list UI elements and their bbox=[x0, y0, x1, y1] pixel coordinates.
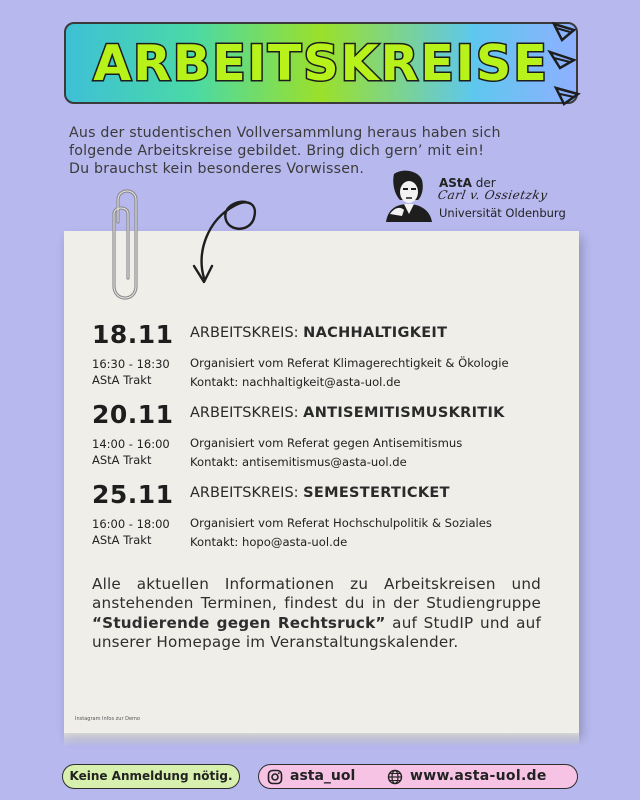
event-title: ARBEITSKREIS: NACHHALTIGKEIT bbox=[190, 325, 448, 341]
event-details: Organisiert vom Referat gegen Antisemitismus Kontakt: antisemitismus@asta-uol.de bbox=[190, 436, 463, 469]
globe-icon bbox=[387, 769, 403, 785]
intro-line-3: Du brauchst kein besonderes Vorwissen. bbox=[69, 161, 365, 177]
instagram-handle[interactable]: asta_uol bbox=[290, 768, 356, 784]
curly-arrow-icon bbox=[186, 192, 266, 290]
asta-logo bbox=[380, 168, 570, 228]
event-title: ARBEITSKREIS: ANTISEMITISMUSKRITIK bbox=[190, 405, 505, 421]
contact-pill bbox=[258, 764, 578, 789]
event-date: 20.11 bbox=[92, 400, 174, 429]
event-details: Organisiert vom Referat Hochschulpolitik & Soziales Kontakt: hopo@asta-uol.de bbox=[190, 516, 492, 549]
event-time-place: 14:00 - 16:00 AStA Trakt bbox=[92, 437, 170, 467]
signature: Carl v. Ossietzky bbox=[436, 188, 549, 202]
portrait-icon bbox=[380, 168, 436, 224]
instagram-icon bbox=[267, 769, 283, 785]
university-label: Universität Oldenburg bbox=[439, 206, 566, 220]
asta-label: AStA der bbox=[439, 176, 496, 190]
event-date: 25.11 bbox=[92, 480, 174, 509]
info-text-2: auf StudIP und auf unserer Homepage im Veranstaltungskalender. bbox=[92, 613, 541, 651]
event-time-place: 16:30 - 18:30 AStA Trakt bbox=[92, 357, 170, 387]
study-group-name: “Studierende gegen Rechtsruck” bbox=[92, 613, 386, 632]
event-date: 18.11 bbox=[92, 320, 174, 349]
no-registration-badge: Keine Anmeldung nötig. bbox=[62, 764, 240, 789]
info-text-1: Alle aktuellen Informationen zu Arbeitskreisen und anstehenden Terminen, findest du in der Studiengruppe bbox=[92, 575, 541, 613]
event-title: ARBEITSKREIS: SEMESTERTICKET bbox=[190, 485, 450, 501]
page-title: ARBEITSKREISE bbox=[93, 35, 549, 92]
website-link[interactable]: www.asta-uol.de bbox=[410, 768, 547, 784]
title-banner bbox=[64, 22, 578, 104]
sparkle-icon bbox=[540, 18, 582, 108]
tiny-note: Instagram Infos zur Demo bbox=[75, 716, 140, 722]
intro-line-1: Aus der studentischen Vollversammlung heraus haben sich bbox=[69, 125, 501, 141]
info-paragraph bbox=[92, 575, 541, 652]
paperclip-icon bbox=[108, 182, 144, 308]
event-details: Organisiert vom Referat Klimagerechtigkeit & Ökologie Kontakt: nachhaltigkeit@asta-uol.de bbox=[190, 356, 509, 389]
event-time-place: 16:00 - 18:00 AStA Trakt bbox=[92, 517, 170, 547]
intro-line-2: folgende Arbeitskreise gebildet. Bring dich gern’ mit ein! bbox=[69, 143, 485, 159]
